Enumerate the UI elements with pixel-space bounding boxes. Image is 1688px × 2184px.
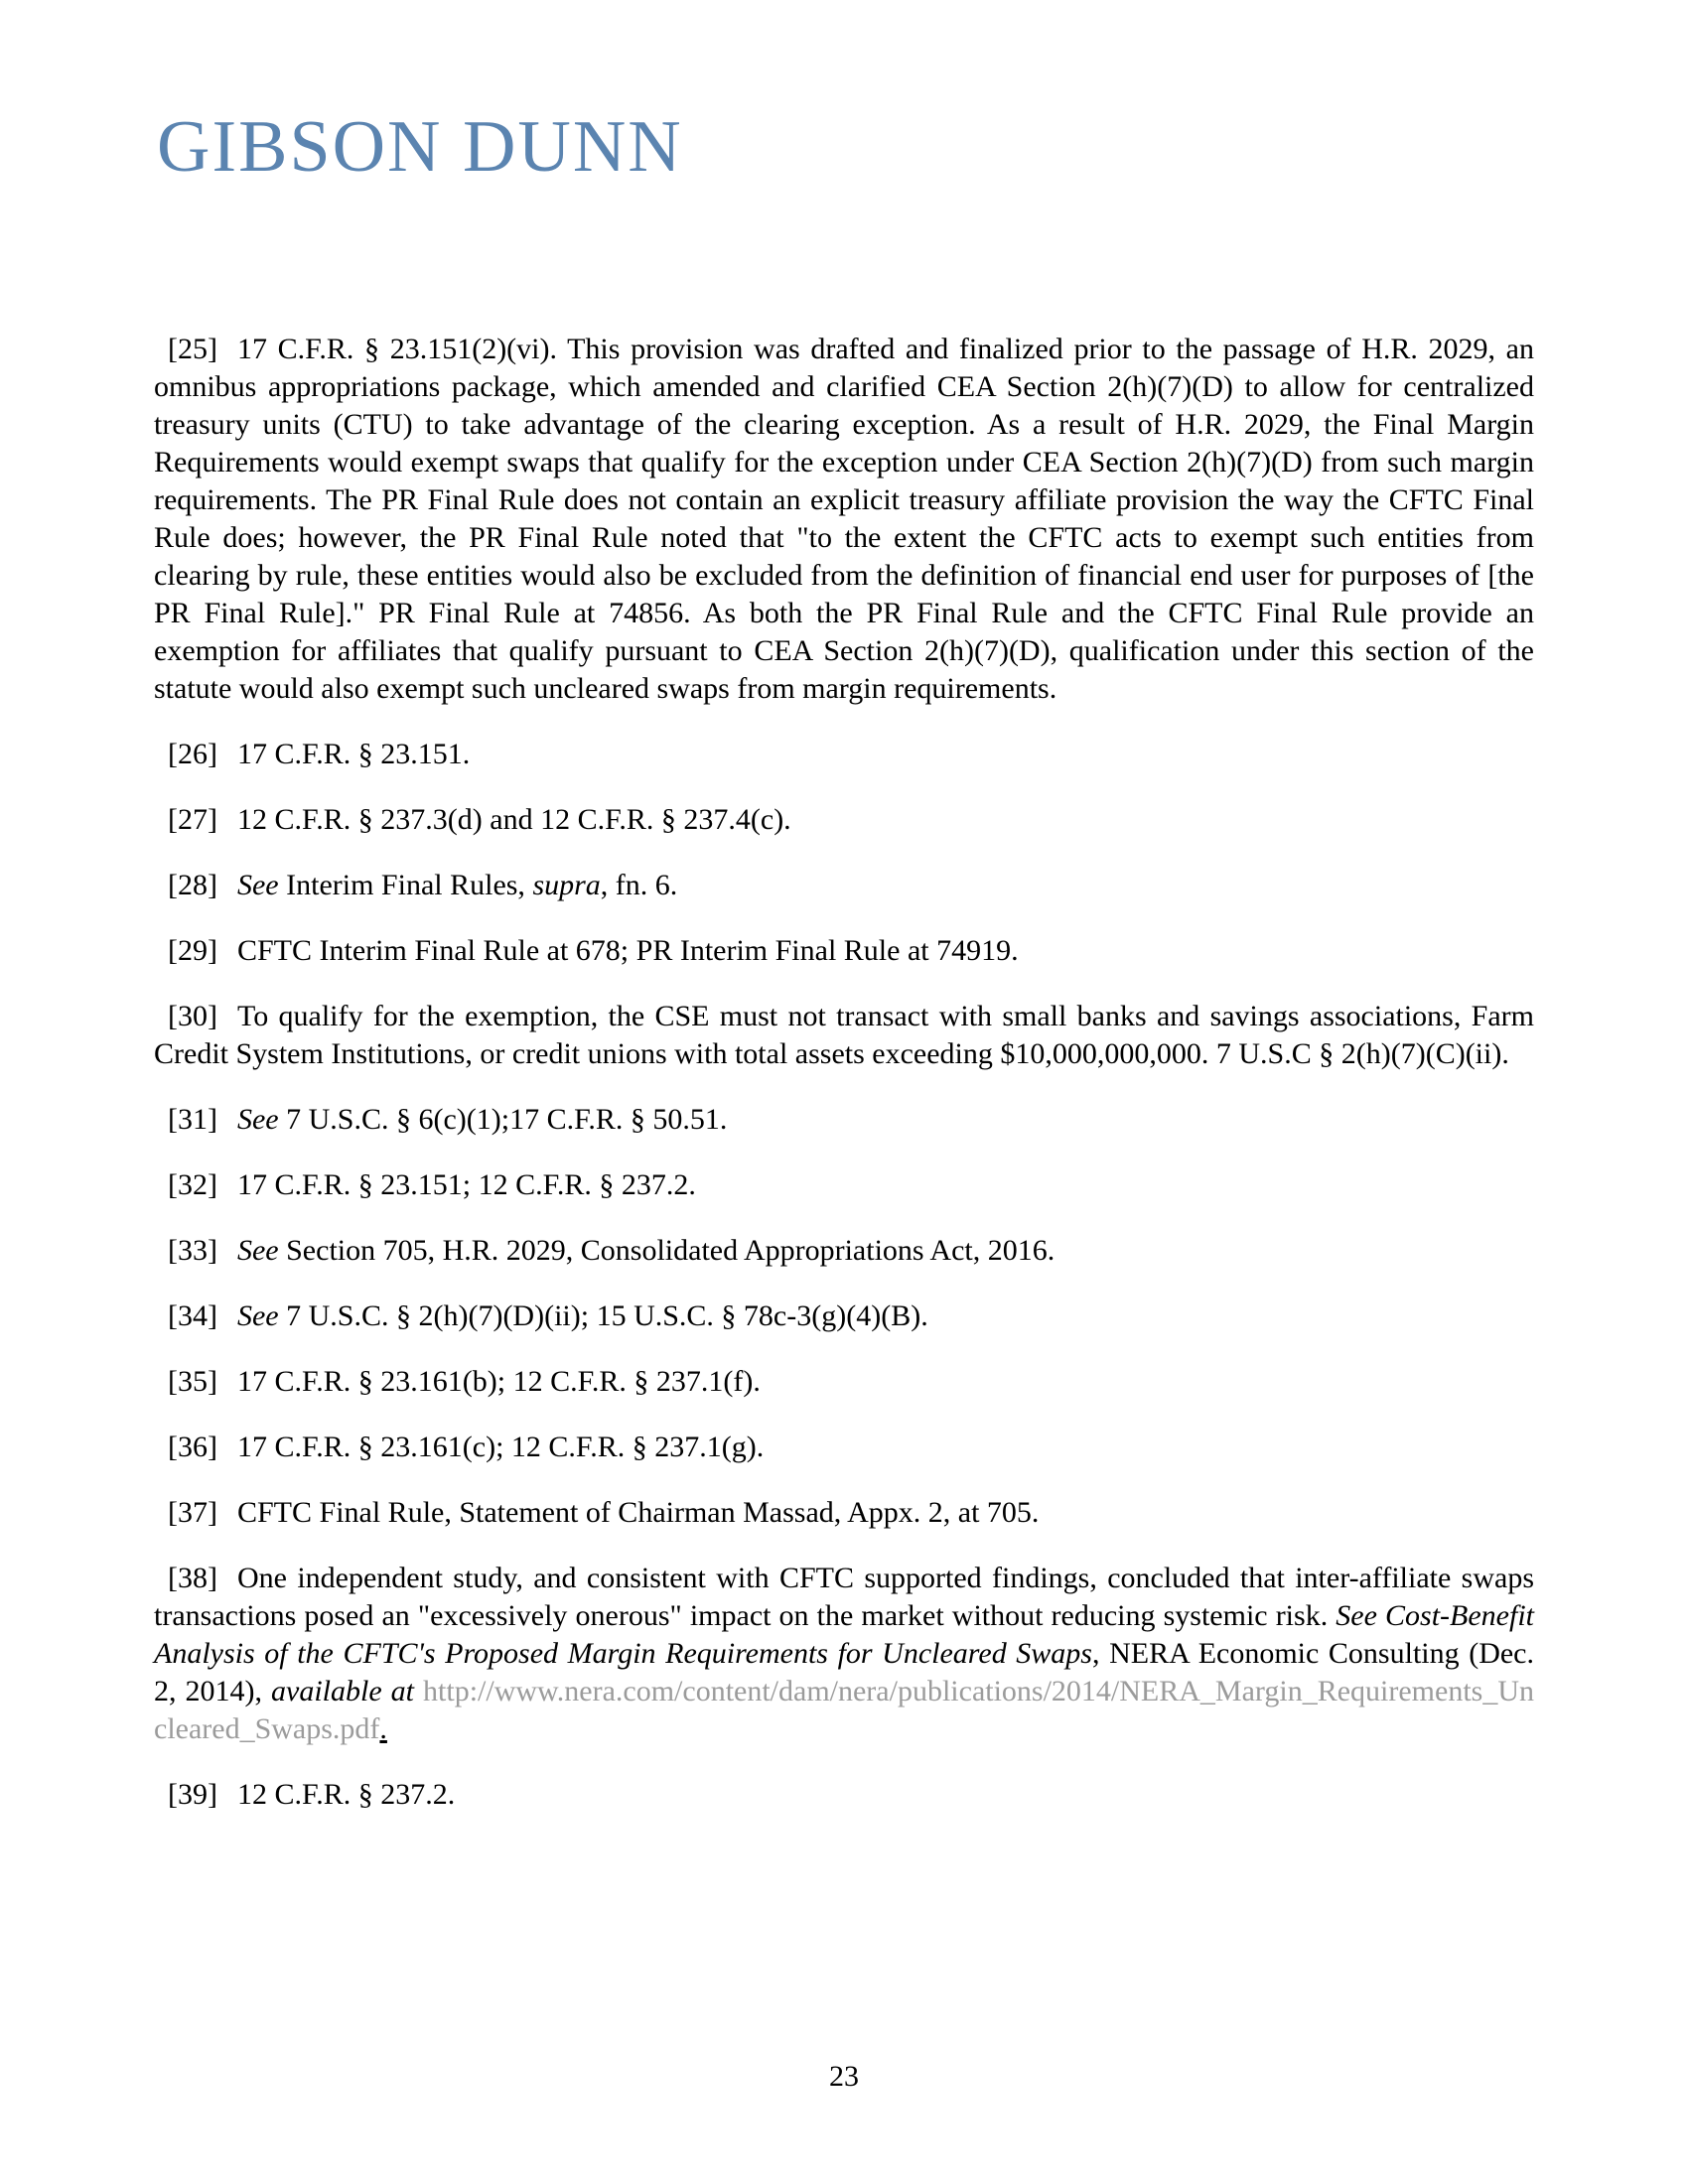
page-number: 23 [829, 2060, 859, 2093]
footnote-28 [154, 867, 1534, 904]
footnote-32 [154, 1166, 1534, 1204]
footnote-38 [154, 1560, 1534, 1748]
footnote-number: [27] [168, 803, 217, 836]
footnote-29 [154, 932, 1534, 970]
footnote-number: [36] [168, 1431, 217, 1463]
footnote-text: See Cost-Benefit Analysis of the CFTC's Proposed Margin Requirements for Uncleared Swaps [154, 1599, 1534, 1670]
footnote-text: 17 C.F.R. § 23.151(2)(vi). This provision was drafted and finalized prior to the passage of H.R. 2029, an omnibus appropriations package, which amended and clarified CEA Section 2(h)(7)(D) to allow for centralized treasury units (CTU) to take advantage of the clearing exception. As a result of H.R. 2029, the Final Margin Requirements would exempt swaps that qualify for the exception under CEA Section 2(h)(7)(D) from such margin requirements. The PR Final Rule does not contain an explicit treasury affiliate provision the way the CFTC Final Rule does; however, the PR Final Rule noted that "to the extent the CFTC acts to exempt such entities from clearing by rule, these entities would also be excluded from the definition of financial end user for purposes of [the PR Final Rule]." PR Final Rule at 74856. As both the PR Final Rule and the CFTC Final Rule provide an exemption for affiliates that qualify pursuant to CEA Section 2(h)(7)(D), qualification under this section of the statute would also exempt such uncleared swaps from margin requirements. [154, 333, 1534, 705]
footnote-number: [37] [168, 1496, 217, 1529]
footnote-number: [35] [168, 1365, 217, 1398]
footnote-text: 12 C.F.R. § 237.2. [236, 1778, 456, 1811]
footnote-text: CFTC Interim Final Rule at 678; PR Interim Final Rule at 74919. [236, 934, 1019, 967]
footnote-text: 17 C.F.R. § 23.151; 12 C.F.R. § 237.2. [236, 1168, 696, 1201]
footnote-text: 7 U.S.C. § 6(c)(1);17 C.F.R. § 50.51. [286, 1103, 728, 1136]
footnote-26 [154, 736, 1534, 773]
footnote-text: 17 C.F.R. § 23.161(c); 12 C.F.R. § 237.1(g). [236, 1431, 765, 1463]
footnote-text: 17 C.F.R. § 23.151. [236, 738, 471, 770]
footnote-34 [154, 1297, 1534, 1335]
footnote-text: supra [532, 869, 601, 901]
footnote-25 [154, 331, 1534, 708]
footnote-text: See [236, 1103, 287, 1136]
footnote-number: [31] [168, 1103, 217, 1136]
footnote-number: [25] [168, 333, 217, 365]
footnote-number: [26] [168, 738, 217, 770]
footnote-text: See [236, 1234, 287, 1267]
footnote-35 [154, 1363, 1534, 1401]
footnote-36 [154, 1429, 1534, 1466]
footnote-text: CFTC Final Rule, Statement of Chairman Massad, Appx. 2, at 705. [236, 1496, 1040, 1529]
footnote-text: Section 705, H.R. 2029, Consolidated Appropriations Act, 2016. [286, 1234, 1055, 1267]
footnote-number: [28] [168, 869, 217, 901]
footnote-text: See [236, 869, 287, 901]
footnote-text: See [236, 1299, 287, 1332]
footnote-text: , fn. 6. [600, 869, 678, 901]
footnote-31 [154, 1101, 1534, 1139]
footnote-number: [39] [168, 1778, 217, 1811]
footnote-number: [29] [168, 934, 217, 967]
footnote-text: , NERA Economic Consulting (Dec. 2, 2014), [154, 1637, 1534, 1707]
footnote-text: Interim Final Rules, [286, 869, 533, 901]
footnote-number: [33] [168, 1234, 217, 1267]
footnotes-list [0, 331, 1688, 1814]
footnote-30 [154, 998, 1534, 1073]
footnote-text: To qualify for the exemption, the CSE must not transact with small banks and savings associations, Farm Credit System Institutions, or credit unions with total assets exceeding $10,000,000,000. 7 U.S.C § 2(h)(7)(C)(ii). [154, 1000, 1534, 1070]
page-header [0, 0, 1688, 187]
footnote-27 [154, 801, 1534, 839]
footnote-number: [34] [168, 1299, 217, 1332]
footnote-number: [38] [168, 1562, 217, 1594]
hyperlink[interactable]: http://www.nera.com/content/dam/nera/publications/2014/NERA_Margin_Requirements_Uncleared_Swaps.pdf [154, 1675, 1534, 1745]
footnote-text: One independent study, and consistent with CFTC supported findings, concluded that inter-affiliate swaps transactions posed an "excessively onerous" impact on the market without reducing systemic risk. [154, 1562, 1534, 1632]
footnote-text: 17 C.F.R. § 23.161(b); 12 C.F.R. § 237.1(f). [236, 1365, 761, 1398]
footnote-text: 12 C.F.R. § 237.3(d) and 12 C.F.R. § 237.4(c). [236, 803, 791, 836]
footnote-37 [154, 1494, 1534, 1532]
footnote-33 [154, 1232, 1534, 1270]
footnote-number: [32] [168, 1168, 217, 1201]
gibson-dunn-logo: GIBSON DUNN [157, 106, 683, 188]
footnote-text: available at [271, 1675, 424, 1707]
footnote-text: . [379, 1712, 387, 1745]
footnote-number: [30] [168, 1000, 217, 1032]
footnote-text: 7 U.S.C. § 2(h)(7)(D)(ii); 15 U.S.C. § 78c-3(g)(4)(B). [286, 1299, 928, 1332]
footnote-39 [154, 1776, 1534, 1814]
